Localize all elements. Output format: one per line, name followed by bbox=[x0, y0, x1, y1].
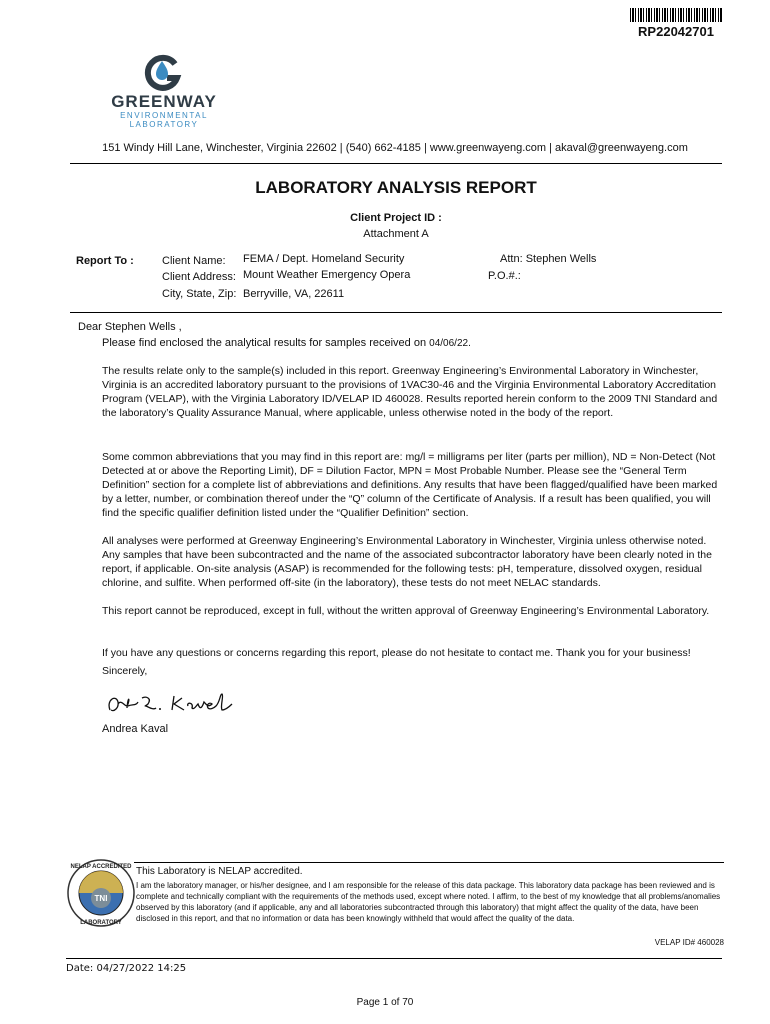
contact-address-line: 151 Windy Hill Lane, Winchester, Virginia 22602 | (540) 662-4185 | www.greenwayeng.com | akaval@greenwayeng.com bbox=[102, 142, 688, 154]
paragraph-analyses: All analyses were performed at Greenway Engineering’s Environmental Laboratory in Winchester, Virginia unless otherwise noted. Any samples that have been subcontracted and the name of the associated subcontractor laboratory have been clearly noted in the report, if applicable. On-site analysis (ASAP) is recommended for the following tests: pH, temperature, dissolved oxygen, residual chlorine, and sulfite. When performed off-site (in the laboratory), these tests do not meet NELAC standards. bbox=[102, 535, 712, 589]
greenway-logo-icon bbox=[143, 52, 183, 92]
page-number: Page 1 of 70 bbox=[356, 997, 414, 1008]
signer-name: Andrea Kaval bbox=[102, 723, 169, 735]
client-project-id-label: Client Project ID : bbox=[350, 212, 442, 224]
closing: Sincerely, bbox=[102, 665, 148, 677]
intro-text: Please find enclosed the analytical results for samples received on bbox=[102, 337, 427, 349]
client-name-label: Client Name: bbox=[162, 255, 226, 267]
certification-heading: This Laboratory is NELAP accredited. bbox=[136, 866, 303, 877]
signature-image bbox=[102, 690, 272, 720]
client-address-label: Client Address: bbox=[162, 271, 236, 283]
client-address-value: Mount Weather Emergency Opera bbox=[243, 269, 411, 281]
client-project-id-value: Attachment A bbox=[363, 228, 429, 240]
paragraph-reproduction: This report cannot be reproduced, except in full, without the written approval of Greenway Engineering’s Environmental Laboratory. bbox=[102, 605, 710, 617]
salutation: Dear Stephen Wells , bbox=[78, 321, 182, 333]
paragraph-abbreviations: Some common abbreviations that you may find in this report are: mg/l = milligrams per liter (parts per million), ND = Non-Detect (Not Detected at or above the Reporting Limit), DF = Dilution Factor, MPN = Most Probable Number. Please see the “General Term Definition” section for a complete list of abbreviations and definitions. Any results that have been flagged/qualified have been marked by a letter, number, or combination thereof under the “Q” column of the Certificate of Analysis. If a result has been qualified, you will find the specific qualifier definition listed under the “Qualifier Definition” section. bbox=[102, 451, 718, 519]
logo-subtitle-line1: ENVIRONMENTAL bbox=[120, 111, 208, 120]
certification-divider bbox=[134, 862, 724, 863]
attn-value: Stephen Wells bbox=[525, 253, 597, 265]
date-label: Date: bbox=[66, 963, 94, 974]
date-value: 04/27/2022 14:25 bbox=[96, 963, 187, 974]
nelap-seal-icon bbox=[66, 858, 136, 928]
received-date: 04/06/22. bbox=[429, 338, 471, 349]
logo-subtitle bbox=[100, 111, 228, 129]
barcode bbox=[630, 8, 722, 22]
intro-line bbox=[102, 336, 471, 351]
svg-text:TNI: TNI bbox=[94, 894, 108, 903]
velap-id: VELAP ID# 460028 bbox=[654, 938, 724, 947]
header-divider bbox=[70, 163, 722, 164]
logo-subtitle-line2: LABORATORY bbox=[129, 120, 199, 129]
logo-name: GREENWAY bbox=[111, 92, 217, 111]
report-date bbox=[66, 963, 186, 974]
attn-line bbox=[500, 252, 596, 266]
city-state-zip-value: Berryville, VA, 22611 bbox=[243, 288, 345, 300]
attn-label: Attn: bbox=[500, 253, 523, 265]
footer-divider bbox=[66, 958, 722, 959]
svg-text:NELAP ACCREDITED: NELAP ACCREDITED bbox=[70, 864, 132, 870]
svg-text:LABORATORY: LABORATORY bbox=[80, 920, 122, 926]
city-state-zip-label: City, State, Zip: bbox=[162, 288, 237, 300]
po-label: P.O.#.: bbox=[488, 270, 521, 282]
client-divider bbox=[70, 312, 722, 313]
po-line bbox=[488, 269, 521, 283]
paragraph-accreditation: The results relate only to the sample(s) included in this report. Greenway Engineering’s Environmental Laboratory in Winchester, Virginia is an accredited laboratory pursuant to the provisions of 1VAC30-46 and the Virginia Environmental Laboratory Accreditation Program (VELAP), with the Virginia Laboratory ID/VELAP ID 460028. Results reported herein conform to the 2009 TNI Standard and the laboratory’s Quality Assurance Manual, where applicable, unless otherwise noted in the body of the report. bbox=[102, 365, 718, 419]
paragraph-contact: If you have any questions or concerns regarding this report, please do not hesitate to contact me. Thank you for your business! bbox=[102, 647, 691, 659]
report-id: RP22042701 bbox=[638, 24, 714, 39]
report-to-label: Report To : bbox=[76, 255, 134, 267]
report-title: LABORATORY ANALYSIS REPORT bbox=[255, 178, 537, 197]
certification-statement: I am the laboratory manager, or his/her designee, and I am responsible for the release of this data package. This laboratory data package has been reviewed and is complete and technically compliant with the requirements of the methods used, except where noted. I affirm, to the best of my knowledge that all problems/anomalies observed by this laboratory (and if applicable, any and all laboratories subcontracted through this laboratory) that might affect the quality of the data, have been disclosed in this report, and that no information or data has been knowingly withheld that would affect the quality of the data. bbox=[136, 881, 721, 923]
client-name-value: FEMA / Dept. Homeland Security bbox=[243, 253, 405, 265]
